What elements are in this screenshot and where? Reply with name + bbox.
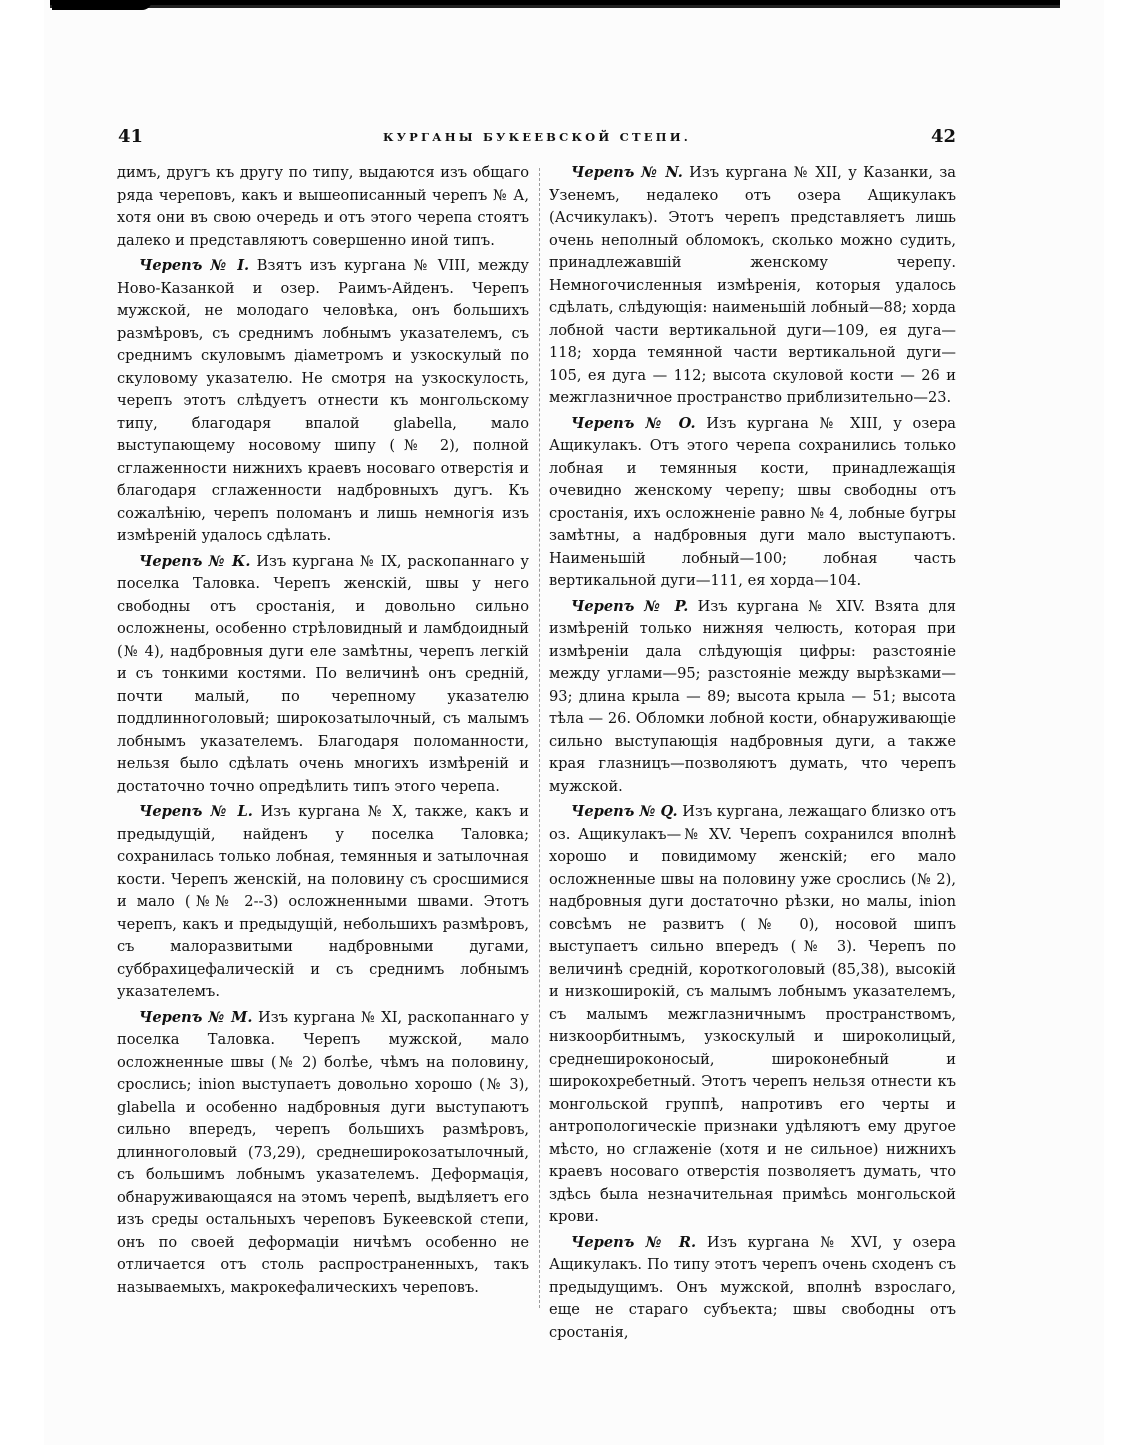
page-number-right: 42 [930,126,956,147]
paragraph-skull-p: Черепъ № P. Изъ кургана № XIV. Взята для измѣреній только нижняя челюсть, которая при измѣреніи дала слѣдующія цифры: разстояніе между углами—95; разстояніе между вырѣзками—93; длина крыла — 89; высота крыла — 51; высота тѣла — 26. Обломки лобной кости, обнаруживающіе сильно выступающія надбровныя дуги, а также края глазницъ—позволяютъ думать, что черепъ мужской. [549,597,956,795]
paragraph-skull-q: Черепъ № Q. Изъ кургана, лежащаго близко отъ оз. Ащикулакъ—№ XV. Черепъ сохранился вполнѣ хорошо и повидимому женскій; его мало осложненные швы на половину уже срослись (№ 2), надбровныя дуги достаточно рѣзки, но малы, inion совсѣмъ не развитъ (№ 0), носовой шипъ выступаетъ сильно впередъ (№ 3). Черепъ по величинѣ средній, короткоголовый (85,38), высокій и низкоширокій, съ малымъ лобнымъ указателемъ, съ малымъ межглазничнымъ пространствомъ, низкоорбитнымъ, узкоскулый и широколицый, среднешироконосый, широконебный и широкохребетный. Этотъ черепъ нельзя отнести къ монгольской группѣ, напротивъ его черты и антропологическіе признаки удѣляютъ ему другое мѣсто, но сглаженіе (хотя и не сильное) нижнихъ краевъ носоваго отверстія позволяетъ думать, что здѣсь была незначительная примѣсь монгольской крови. [549,803,956,1225]
skull-heading: Черепъ № Q. [571,803,678,820]
paragraph-skull-r: Черепъ № R. Изъ кургана № XVI, у озера Ащикулакъ. По типу этотъ черепъ очень сходенъ съ предыдущимъ. Онъ мужской, вполнѣ взрослаго, еще не стараго субъекта; швы свободны отъ сростанія, [549,1233,956,1341]
skull-heading: Черепъ № N. [571,164,683,181]
right-column [549,162,956,1344]
paragraph-skull-o: Черепъ № O. Изъ кургана № XIII, у озера Ащикулакъ. Отъ этого черепа сохранились только лобная и темянныя кости, принадлежащія очевидно женскому черепу; швы свободны отъ сростанія, ихъ осложненіе равно № 4, лобные бугры замѣтны, а надбровныя дуги мало выступаютъ. Наименьшій лобный—100; лобная часть вертикальной дуги—111, ея хорда—104. [549,414,956,589]
scan-top-edge [50,0,1060,11]
skull-heading: Черепъ № I. [139,257,250,274]
left-column [117,162,529,1299]
skull-heading: Черепъ № P. [571,597,689,615]
paragraph-skull-n: Черепъ № N. Изъ кургана № XII, у Казанки, за Узенемъ, недалеко отъ озера Ащикулакъ (Асчикулакъ). Этотъ черепъ представляетъ лишь очень неполный обломокъ, сколько можно судить, принадлежавшій женскому черепу. Немногочисленныя измѣренія, которыя удалось сдѣлать, слѣдующія: наименьшій лобный—88; хорда лобной части вертикальной дуги—109, ея дуга—118; хорда темянной части вертикальной дуги—105, ея дуга — 112; высота скуловой кости — 26 и межглазничное пространство приблизительно—23. [549,164,956,406]
column-divider [539,168,540,1308]
skull-heading: Черепъ № R. [571,1233,697,1251]
page-header [118,126,956,150]
paragraph-skull-l: Черепъ № L. Изъ кургана № X, также, какъ и предыдущій, найденъ у поселка Таловка; сохранилась только лобная, темянныя и затылочная кости. Черепъ женскій, на половину съ сросшимися и мало (№№ 2--3) осложненными швами. Этотъ черепъ, какъ и предыдущій, небольшихъ размѣровъ, съ малоразвитыми надбровными дугами, суббрахицефалическій и съ среднимъ лобнымъ указателемъ. [117,803,529,1000]
scan-artifact [52,0,152,10]
paragraph-skull-k: Черепъ № К. Изъ кургана № IX, раскопаннаго у поселка Таловка. Черепъ женскій, швы у него свободны отъ сростанія, и довольно сильно осложнены, особенно стрѣловидный и ламбдоидный (№ 4), надбровныя дуги еле замѣтны, черепъ легкій и съ тонкими костями. По величинѣ онъ средній, почти малый, по черепному указателю поддлинноголовый; широкозатылочный, съ малымъ лобнымъ указателемъ. Благодаря поломанности, нельзя было сдѣлать очень многихъ измѣреній и достаточно точно опредѣлить типъ этого черепа. [117,552,529,795]
running-title: КУРГАНЫ БУКЕЕВСКОЙ СТЕПИ. [382,130,691,144]
skull-heading: Черепъ № M. [139,1008,253,1026]
paragraph-skull-i: Черепъ № I. Взятъ изъ кургана № VIII, между Ново-Казанкой и озер. Раимъ-Айденъ. Черепъ мужской, не молодаго человѣка, онъ большихъ размѣровъ, съ среднимъ лобнымъ указателемъ, съ среднимъ скуловымъ діаметромъ и узкоскулый по скуловому указателю. Не смотря на узкоскулость, черепъ этотъ слѣдуетъ отнести къ монгольскому типу, благодаря впалой glabella, мало выступающему носовому шипу (№ 2), полной сглаженности нижнихъ краевъ носоваго отверстія и благодаря сглаженности надбровныхъ дугъ. Къ сожалѣнію, черепъ поломанъ и лишь немногія изъ измѣреній удалось сдѣлать. [117,257,529,544]
skull-heading: Черепъ № L. [139,803,253,820]
skull-heading: Черепъ № O. [571,414,696,432]
paragraph-skull-m: Черепъ № M. Изъ кургана № XI, раскопаннаго у поселка Таловка. Черепъ мужской, мало осложненные швы (№ 2) болѣе, чѣмъ на половину, срослись; inion выступаетъ довольно хорошо (№ 3), glabella и особенно надбровныя дуги выступаютъ сильно впередъ, черепъ большихъ размѣровъ, длинноголовый (73,29), среднеширокозатылочный, съ большимъ лобнымъ указателемъ. Деформація, обнаруживающаяся на этомъ черепѣ, выдѣляетъ его изъ среды остальныхъ череповъ Букеевской степи, онъ по своей деформаціи ничѣмъ особенно не отличается отъ столь распространенныхъ, такъ называемыхъ, макрокефалическихъ череповъ. [117,1008,529,1296]
page-number-left: 41 [118,126,144,147]
skull-heading: Черепъ № К. [139,552,251,570]
paragraph: димъ, другъ къ другу по типу, выдаются изъ общаго ряда череповъ, какъ и вышеописанный черепъ № А, хотя они въ свою очередь и отъ этого черепа стоятъ далеко и представляютъ совершенно иной типъ. [117,164,529,249]
